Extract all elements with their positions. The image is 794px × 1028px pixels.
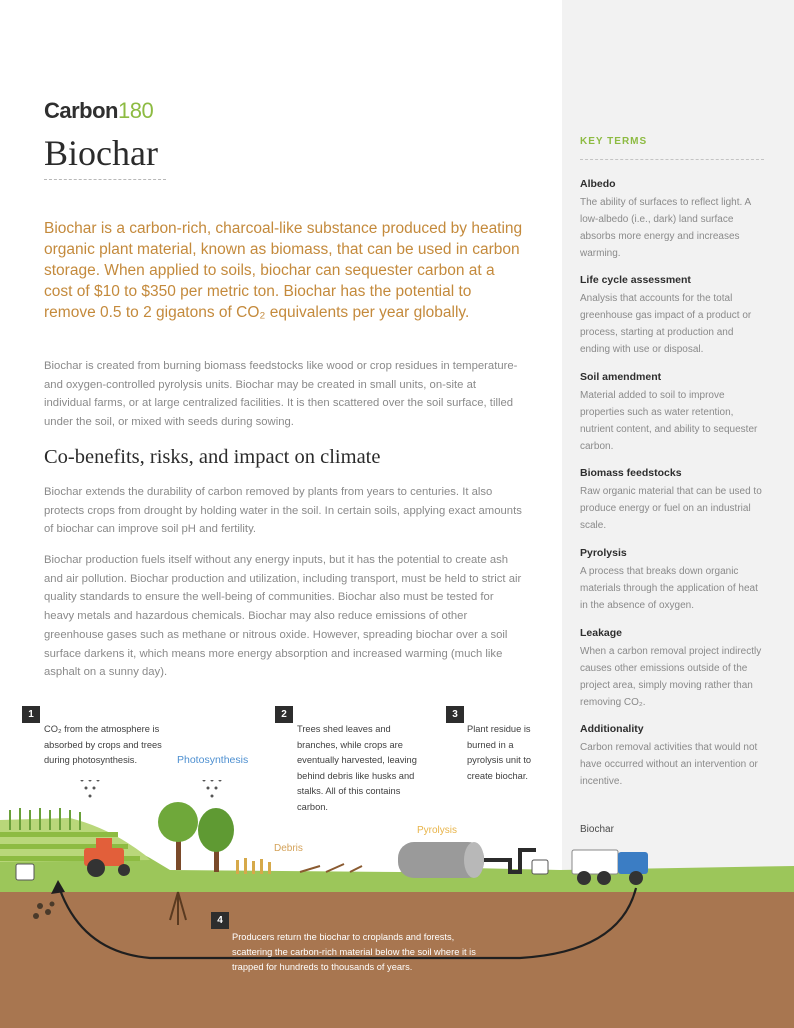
co2-particles bbox=[81, 780, 222, 798]
term-pyrolysis bbox=[580, 546, 766, 614]
term-definition: Carbon removal activities that would not have occurred without an intervention or incentive. bbox=[580, 742, 758, 787]
term-definition: Raw organic material that can be used to produce energy or fuel on an industrial scale. bbox=[580, 486, 762, 531]
term-life-cycle-assessment bbox=[580, 273, 766, 358]
trees-icon bbox=[158, 802, 234, 872]
step-1-text: CO₂ from the atmosphere is absorbed by crops and trees during photosynthesis. bbox=[44, 724, 162, 765]
key-terms-title: KEY TERMS bbox=[580, 136, 648, 147]
term-biomass-feedstocks bbox=[580, 466, 766, 534]
benefits-paragraph: Biochar extends the durability of carbon removed by plants from years to centuries. It also protects crops from drought by holding water in the soil. In certain soils, applying exact amounts of biochar can improve soil pH and fertility. bbox=[44, 486, 522, 536]
key-terms-divider bbox=[580, 159, 764, 160]
intro-paragraph: Biochar is created from burning biomass feedstocks like wood or crop residues in temperature- and oxygen-controlled pyrolysis units. Biochar may be created in small units, on-site at individual farms, or at large centralized facilities. It is then scattered over the soil surface, tilled under the soil, or mixed with seeds during sowing. bbox=[44, 360, 518, 429]
term-name: Albedo bbox=[580, 178, 616, 190]
title-divider bbox=[44, 179, 166, 180]
debris-label: Debris bbox=[274, 843, 303, 854]
term-soil-amendment bbox=[580, 370, 766, 455]
step-3-text: Plant residue is burned in a pyrolysis unit to create biochar. bbox=[467, 724, 532, 781]
page-title: Biochar bbox=[44, 133, 158, 173]
biochar-cycle-illustration bbox=[0, 780, 794, 1028]
photosynthesis-label: Photosynthesis bbox=[177, 754, 249, 766]
risks-paragraph: Biochar production fuels itself without any energy inputs, but it has the potential to create ash and air pollution. Biochar production and utilization, including transport, must be held to strict air quality standards to ensure the well-being of communities. Biochar also must be tested for heavy metals and hazardous chemicals. Biochar may also reduce emissions of other greenhouse gases such as methane or nitrous oxide. However, spreading biochar over a soil surface darkens it, which means more energy absorption and increased warming (much like asphalt on a sunny day). bbox=[44, 554, 522, 679]
term-leakage bbox=[580, 626, 766, 711]
term-definition: Analysis that accounts for the total greenhouse gas impact of a product or process, starting at production and ending with use or disposal. bbox=[580, 293, 752, 355]
step-2-badge: 2 bbox=[275, 706, 293, 723]
term-name: Pyrolysis bbox=[580, 547, 627, 559]
term-definition: The ability of surfaces to reflect light. A low-albedo (i.e., dark) land surface absorbs more energy and increases warming. bbox=[580, 197, 751, 259]
step-4-badge: 4 bbox=[211, 912, 229, 929]
lead-paragraph: Biochar is a carbon-rich, charcoal-like substance produced by heating organic plant material, known as biomass, that can be used in carbon storage. When applied to soils, biochar can sequester carbon at a cost of $10 to $350 per metric ton. Biochar has the potential to remove 0.5 to 2 gigatons of CO₂ equivalents per year globally. bbox=[44, 220, 523, 321]
step-3-badge: 3 bbox=[446, 706, 464, 723]
step-2-text: Trees shed leaves and branches, while crops are eventually harvested, leaving behind debris like husks and stalks. All of this contains carbon. bbox=[297, 724, 417, 812]
section-heading: Co-benefits, risks, and impact on climate bbox=[44, 446, 381, 468]
step-1-badge: 1 bbox=[22, 706, 40, 723]
crop-field bbox=[0, 818, 150, 862]
pyrolysis-label: Pyrolysis bbox=[417, 825, 458, 836]
term-albedo bbox=[580, 177, 766, 262]
truck-icon bbox=[572, 850, 648, 885]
term-name: Leakage bbox=[580, 627, 623, 639]
term-name: Life cycle assessment bbox=[580, 274, 691, 286]
term-name: Biomass feedstocks bbox=[580, 467, 682, 479]
term-name: Additionality bbox=[580, 723, 644, 735]
carbon180-logo: Carbon180 bbox=[44, 98, 154, 123]
debris-branches bbox=[300, 864, 362, 872]
step-4-text: Producers return the biochar to croplands and forests, scattering the carbon-rich material below the soil where it is trapped for hundreds to thousands of years. bbox=[232, 932, 476, 972]
biochar-bag-icon bbox=[16, 864, 34, 880]
biochar-label: Biochar bbox=[580, 824, 614, 835]
term-definition: Material added to soil to improve properties such as water retention, nutrient content, and ability to sequester carbon. bbox=[580, 390, 758, 452]
term-definition: When a carbon removal project indirectly causes other emissions outside of the project area, simply moving rather than removing CO₂. bbox=[580, 646, 762, 708]
term-name: Soil amendment bbox=[580, 371, 662, 383]
term-definition: A process that breaks down organic materials through the application of heat in the absence of oxygen. bbox=[580, 566, 758, 611]
